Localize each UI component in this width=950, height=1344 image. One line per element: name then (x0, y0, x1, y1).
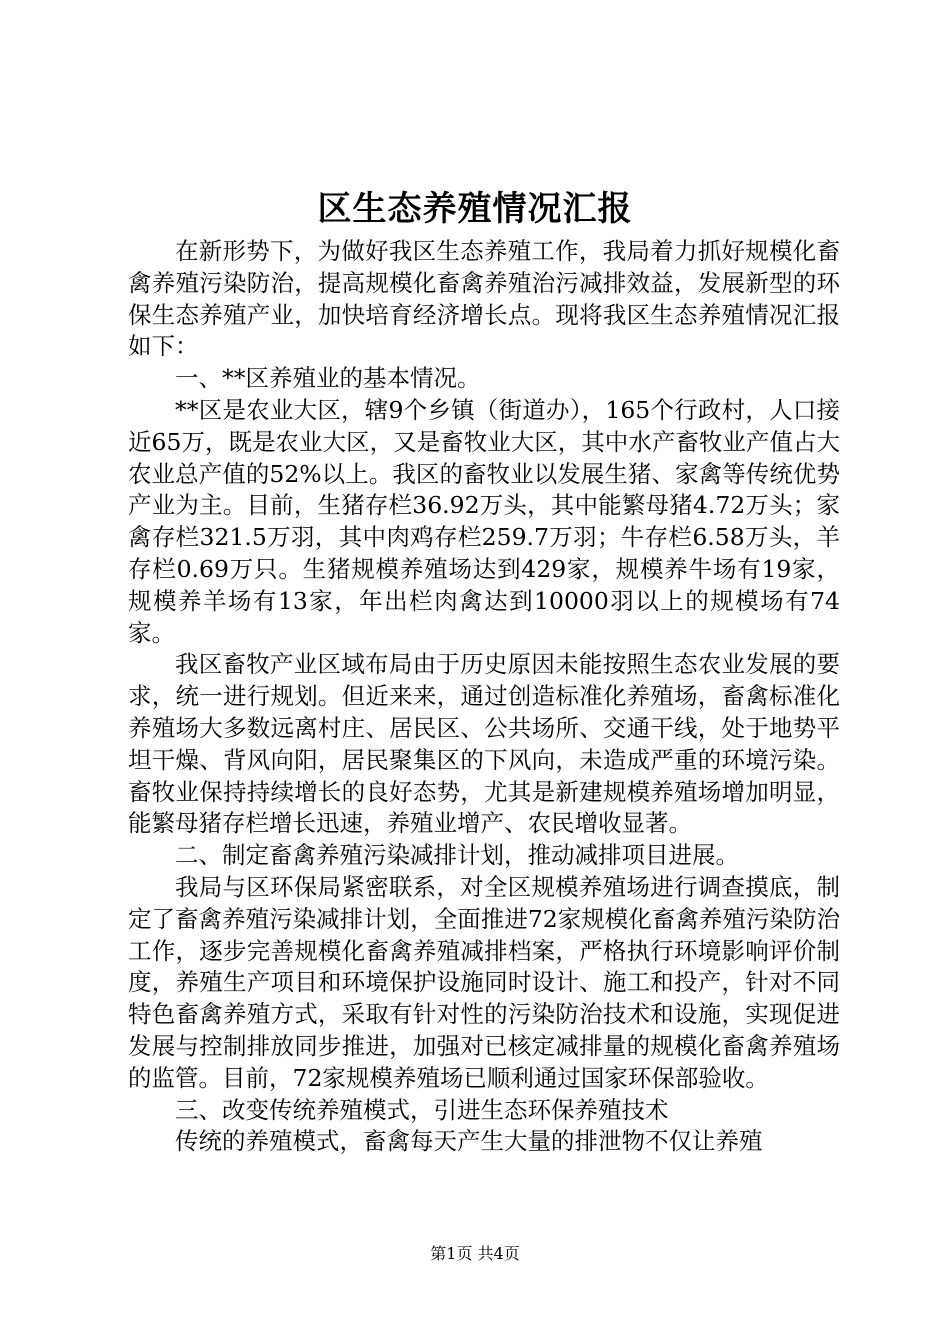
paragraph-intro: 在新形势下，为做好我区生态养殖工作，我局着力抓好规模化畜禽养殖污染防治，提高规模化畜禽养殖治污减排效益，发展新型的环保生态养殖产业，加快培育经济增长点。现将我区生态养殖情况汇报如下： (128, 237, 840, 361)
document-title: 区生态养殖情况汇报 (317, 189, 633, 229)
document-body (128, 236, 840, 1158)
paragraph-basic-situation: **区是农业大区，辖9个乡镇（街道办），165个行政村，人口接近65万，既是农业大区，又是畜牧业大区，其中水产畜牧业产值占大农业总产值的52%以上。我区的畜牧业以发展生猪、家禽等传统优势产业为主。目前，生猪存栏36.92万头，其中能繁母猪4.72万头；家禽存栏321.5万羽，其中肉鸡存栏259.7万羽；牛存栏6.58万头，羊存栏0.69万只。生猪规模养殖场达到429家，规模养牛场有19家，规模养羊场有13家，年出栏肉禽达到10000羽以上的规模场有74家。 (128, 395, 840, 647)
section-heading-1: 一、**区养殖业的基本情况。 (175, 364, 481, 393)
section-heading-2: 二、制定畜禽养殖污染减排计划，推动减排项目进展。 (175, 841, 739, 870)
paragraph-layout: 我区畜牧产业区域布局由于历史原因未能按照生态农业发展的要求，统一进行规划。但近来来，通过创造标准化养殖场，畜禽标准化养殖场大多数远离村庄、居民区、公共场所、交通干线，处于地势平坦干燥、背风向阳，居民聚集区的下风向，未造成严重的环境污染。畜牧业保持持续增长的良好态势，尤其是新建规模养殖场增加明显，能繁母猪存栏增长迅速，养殖业增产、农民增收显著。 (128, 650, 840, 838)
paragraph-reduction-plan: 我局与区环保局紧密联系，对全区规模养殖场进行调查摸底，制定了畜禽养殖污染减排计划，全面推进72家规模化畜禽养殖污染防治工作，逐步完善规模化畜禽养殖减排档案，严格执行环境影响评价制度，养殖生产项目和环境保护设施同时设计、施工和投产，针对不同特色畜禽养殖方式，采取有针对性的污染防治技术和设施，实现促进发展与控制排放同步推进，加强对已核定减排量的规模化畜禽养殖场的监管。目前，72家规模养殖场已顺利通过国家环保部验收。 (128, 872, 840, 1092)
paragraph-traditional-mode: 传统的养殖模式，畜禽每天产生大量的排泄物不仅让养殖 (175, 1127, 763, 1156)
page-footer: 第1页 共4页 (430, 1244, 520, 1263)
section-heading-3: 三、改变传统养殖模式，引进生态环保养殖技术 (175, 1095, 669, 1124)
